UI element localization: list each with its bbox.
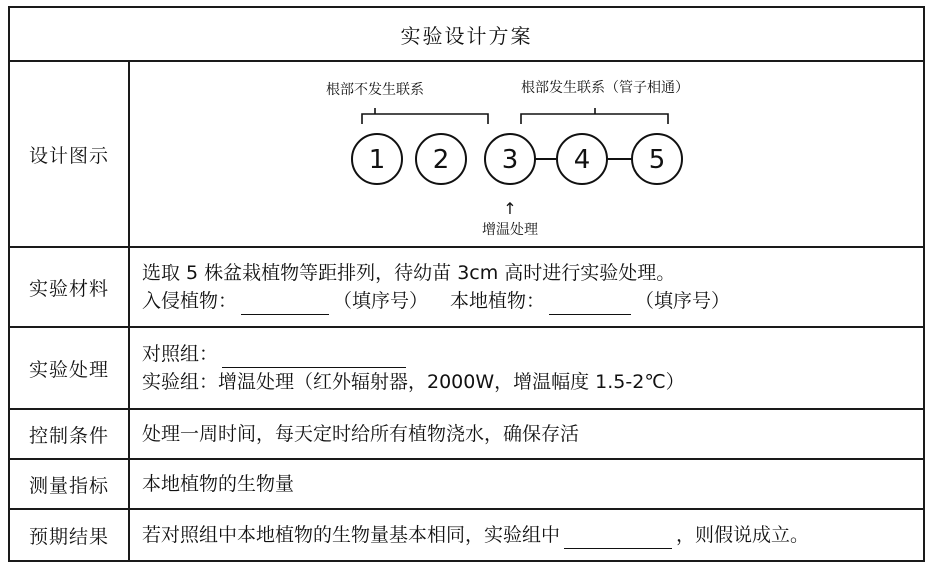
treatment-row-label: 实验处理 [10, 328, 130, 408]
expected-result-prefix: 若对照组中本地植物的生物量基本相同，实验组中 [142, 524, 561, 546]
left-group-brace [362, 114, 488, 124]
design-diagram [130, 62, 923, 246]
expected-result-line [142, 521, 923, 549]
measurement-label: 测量指标 [10, 460, 130, 508]
expected-result-row [10, 510, 923, 560]
plant-number: 1 [368, 145, 386, 175]
table-title: 实验设计方案 [400, 23, 533, 48]
control-group-label: 对照组： [142, 343, 219, 365]
up-arrow-icon: ↑ [503, 199, 517, 218]
treatment-label: 增温处理 [482, 222, 538, 238]
native-hint: （填序号） [635, 290, 731, 312]
diagram-svg [130, 62, 923, 246]
native-answer-blank[interactable] [549, 292, 631, 315]
right-group-brace [521, 114, 668, 124]
materials-content [130, 248, 923, 326]
plant-number: 4 [573, 145, 591, 175]
plant-4 [557, 134, 607, 184]
control-group-answer-blank[interactable] [222, 345, 406, 368]
control-conditions-row [10, 410, 923, 460]
expected-result-answer-blank[interactable] [564, 526, 672, 549]
diagram-row [10, 62, 923, 248]
measurement-value: 本地植物的生物量 [142, 473, 295, 495]
experiment-design-table [8, 6, 925, 562]
invasive-label: 入侵植物： [142, 290, 238, 312]
materials-line-2 [142, 287, 923, 315]
treatment-row [10, 328, 923, 410]
native-label: 本地植物： [450, 290, 546, 312]
right-group-label: 根部发生联系（管子相通） [521, 80, 689, 96]
plant-1 [352, 134, 402, 184]
treatment-content [130, 328, 923, 408]
plant-2 [416, 134, 466, 184]
measurement-row [10, 460, 923, 510]
expected-result-content [130, 510, 923, 560]
table-title-row [10, 8, 923, 62]
expected-result-label: 预期结果 [10, 510, 130, 560]
plant-number: 5 [648, 145, 666, 175]
invasive-hint: （填序号） [333, 290, 429, 312]
left-group-label: 根部不发生联系 [326, 82, 424, 98]
diagram-row-label: 设计图示 [10, 62, 130, 246]
invasive-answer-blank[interactable] [241, 292, 329, 315]
materials-row [10, 248, 923, 328]
materials-row-label: 实验材料 [10, 248, 130, 326]
plant-number: 2 [432, 145, 450, 175]
control-group-line [142, 340, 923, 368]
plant-3 [485, 134, 535, 184]
control-conditions-text [130, 410, 923, 458]
control-conditions-value: 处理一周时间，每天定时给所有植物浇水，确保存活 [142, 423, 580, 445]
plant-number: 3 [501, 145, 519, 175]
plant-5 [632, 134, 682, 184]
measurement-text [130, 460, 923, 508]
control-conditions-label: 控制条件 [10, 410, 130, 458]
materials-line-1: 选取 5 株盆栽植物等距排列，待幼苗 3cm 高时进行实验处理。 [142, 262, 676, 284]
experimental-group-line: 实验组：增温处理（红外辐射器，2000W，增温幅度 1.5-2℃） [142, 371, 685, 393]
expected-result-suffix: ，则假说成立。 [676, 524, 810, 546]
